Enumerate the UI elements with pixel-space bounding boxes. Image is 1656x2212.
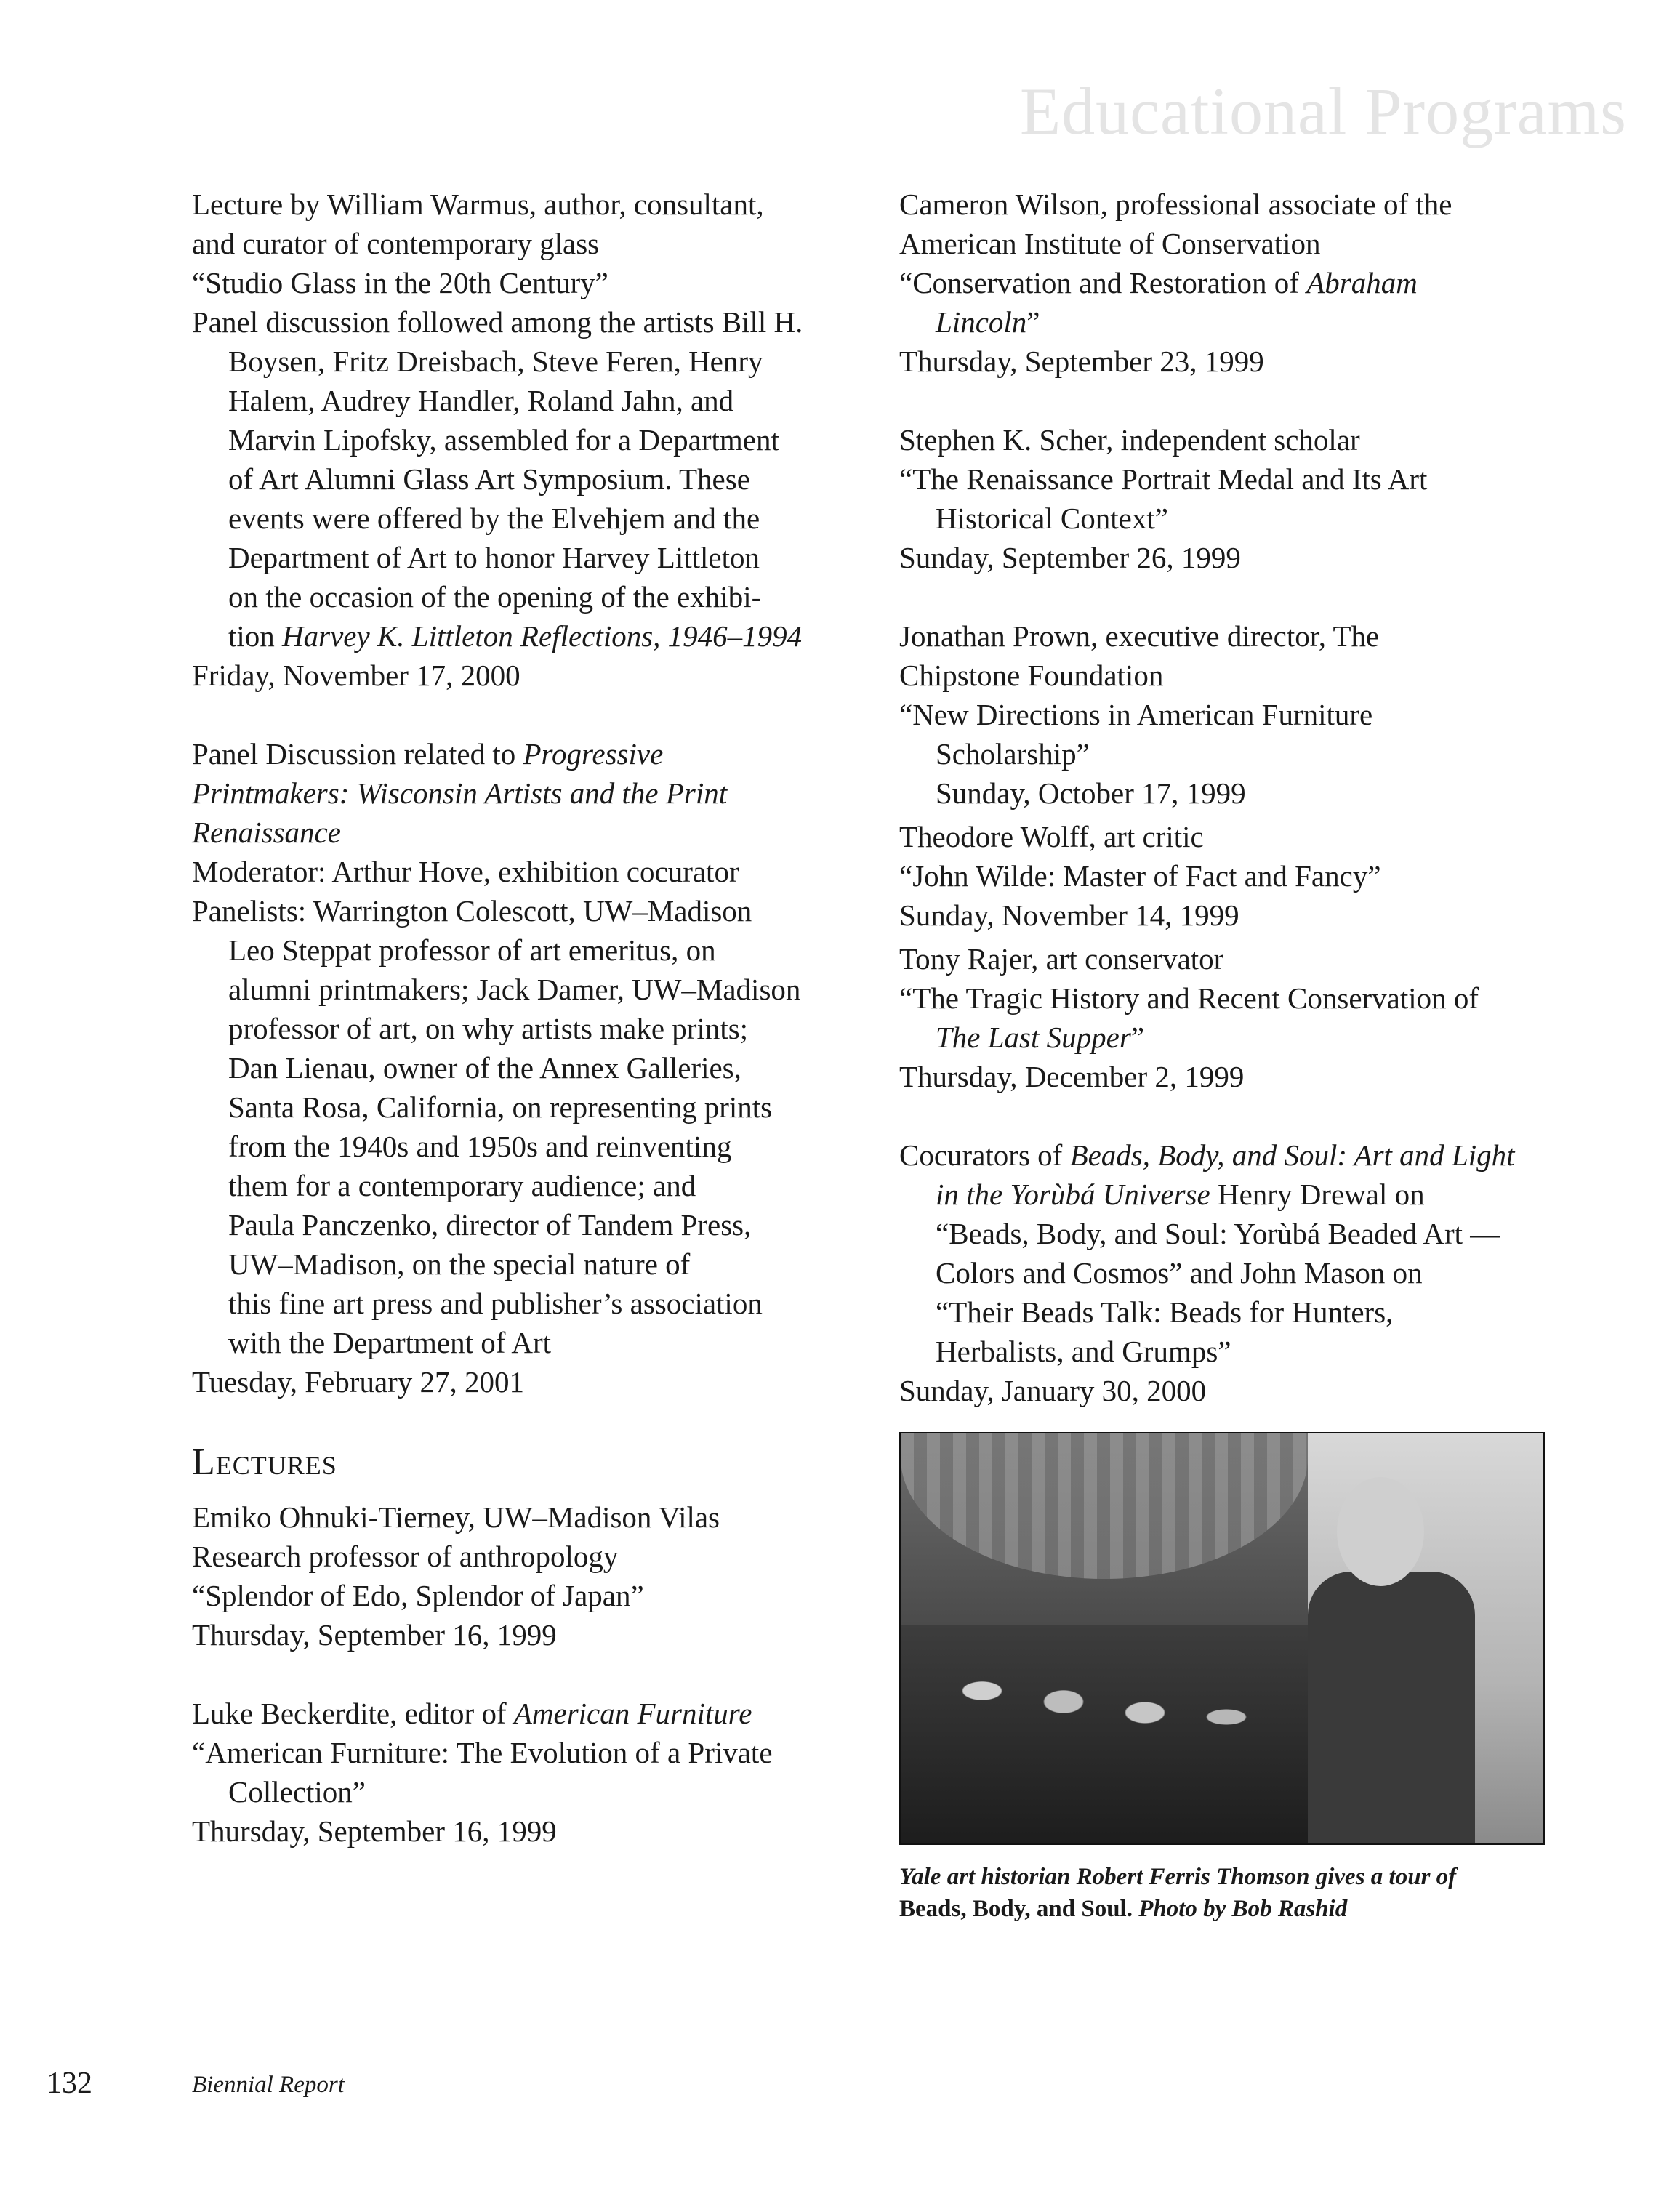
text-fragment: ” xyxy=(1026,305,1040,339)
event-date: Sunday, October 17, 1999 xyxy=(936,776,1246,810)
text-fragment: tion xyxy=(228,619,283,653)
text-line: Panelists: Warrington Colescott, UW–Madison xyxy=(192,894,752,928)
work-title: Lincoln xyxy=(936,305,1027,339)
entry-glass-lecture xyxy=(192,185,853,695)
text-fragment: Luke Beckerdite, editor of xyxy=(192,1697,514,1730)
text-fragment: Henry Drewal on xyxy=(1210,1178,1425,1211)
page-number: 132 xyxy=(47,2067,92,2100)
running-header: Educational Programs xyxy=(1019,74,1627,148)
caption-line xyxy=(899,1893,1553,1925)
entry-furniture-scholarship xyxy=(899,616,1553,813)
text-line: Department of Art to honor Harvey Littleton xyxy=(228,541,760,574)
entry-wilde-lecture xyxy=(899,817,1553,935)
text-line: Collection” xyxy=(228,1775,366,1809)
text-line: and curator of contemporary glass xyxy=(192,227,600,260)
text-line: Emiko Ohnuki-Tierney, UW–Madison Vilas xyxy=(192,1500,720,1534)
text-line: this fine art press and publisher’s association xyxy=(228,1287,763,1320)
text-line: Boysen, Fritz Dreisbach, Steve Feren, Henry xyxy=(228,345,763,378)
photo-caption xyxy=(899,1861,1553,1925)
entry-last-supper-lecture xyxy=(899,939,1553,1096)
text-line: Stephen K. Scher, independent scholar xyxy=(899,423,1360,457)
text-line: Scholarship” xyxy=(936,737,1090,771)
footer-title: Biennial Report xyxy=(192,2072,345,2098)
text-line: “John Wilde: Master of Fact and Fancy” xyxy=(899,859,1381,893)
caption-line: Yale art historian Robert Ferris Thomson gives a tour of xyxy=(899,1864,1457,1890)
text-line: Chipstone Foundation xyxy=(899,659,1164,692)
event-date: Sunday, September 26, 1999 xyxy=(899,541,1241,574)
text-line: Tony Rajer, art conservator xyxy=(899,942,1224,976)
lecture-photo xyxy=(899,1432,1545,1845)
work-title: The Last Supper xyxy=(936,1021,1131,1054)
text-line: Theodore Wolff, art critic xyxy=(899,820,1204,853)
text-line: from the 1940s and 1950s and reinventing xyxy=(228,1130,732,1163)
photo-credit: Photo by Bob Rashid xyxy=(1132,1896,1348,1922)
text-line: “Studio Glass in the 20th Century” xyxy=(192,266,608,299)
text-fragment: ” xyxy=(1130,1021,1145,1054)
photo-speaker-head xyxy=(1337,1477,1424,1586)
event-date: Thursday, September 16, 1999 xyxy=(192,1618,557,1652)
text-line xyxy=(899,1135,1553,1175)
text-line: events were offered by the Elvehjem and the xyxy=(228,502,760,535)
event-date: Friday, November 17, 2000 xyxy=(192,659,520,692)
text-line: Halem, Audrey Handler, Roland Jahn, and xyxy=(228,384,734,417)
event-date: Sunday, November 14, 1999 xyxy=(899,898,1239,932)
exhibition-title: Progressive xyxy=(523,737,664,771)
entry-edo-lecture xyxy=(192,1497,853,1654)
work-title: Abraham xyxy=(1306,266,1418,299)
text-line: Panel discussion followed among the artists Bill H. xyxy=(192,305,803,339)
entry-printmakers-panel xyxy=(192,734,853,1401)
text-line: Jonathan Prown, executive director, The xyxy=(899,619,1380,653)
event-date: Thursday, September 16, 1999 xyxy=(192,1814,557,1848)
text-line: on the occasion of the opening of the exhibi- xyxy=(228,580,762,614)
text-line: American Institute of Conservation xyxy=(899,227,1321,260)
text-line: Cameron Wilson, professional associate of the xyxy=(899,188,1452,221)
text-line: Lecture by William Warmus, author, consultant, xyxy=(192,188,764,221)
text-line: Historical Context” xyxy=(936,502,1168,535)
event-date: Sunday, January 30, 2000 xyxy=(899,1374,1207,1407)
text-line: Santa Rosa, California, on representing prints xyxy=(228,1090,773,1124)
publication-title: American Furniture xyxy=(513,1697,752,1730)
left-column xyxy=(192,185,853,1890)
entry-beads-lecture xyxy=(899,1135,1553,1410)
event-date: Thursday, December 2, 1999 xyxy=(899,1060,1245,1093)
text-fragment: Cocurators of xyxy=(899,1138,1070,1172)
text-line: Marvin Lipofsky, assembled for a Department xyxy=(228,423,779,457)
event-date: Thursday, September 23, 1999 xyxy=(899,345,1264,378)
exhibition-title: Beads, Body, and Soul: Art and Light xyxy=(1069,1138,1515,1172)
exhibition-title: Printmakers: Wisconsin Artists and the Print xyxy=(192,776,728,810)
photo-speaker-body xyxy=(1308,1572,1475,1845)
entry-lincoln-lecture xyxy=(899,185,1553,381)
text-line: “Splendor of Edo, Splendor of Japan” xyxy=(192,1579,644,1612)
text-line: Paula Panczenko, director of Tandem Press, xyxy=(228,1208,752,1242)
photo-audience xyxy=(901,1625,1308,1843)
exhibition-title: Harvey K. Littleton Reflections, 1946–1994 xyxy=(282,619,803,653)
exhibition-title: in the Yorùbá Universe xyxy=(936,1178,1210,1211)
section-heading-lectures: Lectures xyxy=(192,1441,337,1483)
text-line: with the Department of Art xyxy=(228,1326,552,1359)
photo-curtain xyxy=(901,1433,1308,1579)
text-line: “The Tragic History and Recent Conservation of xyxy=(899,981,1479,1015)
text-line: them for a contemporary audience; and xyxy=(228,1169,696,1202)
text-line: Herbalists, and Grumps” xyxy=(936,1335,1231,1368)
event-date: Tuesday, February 27, 2001 xyxy=(192,1365,525,1399)
text-fragment: Panel Discussion related to xyxy=(192,737,523,771)
text-line: “The Renaissance Portrait Medal and Its Art xyxy=(899,462,1428,496)
text-line xyxy=(899,1018,1553,1057)
entry-medal-lecture xyxy=(899,420,1553,577)
text-line: Dan Lienau, owner of the Annex Galleries, xyxy=(228,1051,741,1085)
text-line xyxy=(192,1694,853,1733)
text-line: “American Furniture: The Evolution of a Private xyxy=(192,1736,773,1769)
text-line xyxy=(899,302,1553,342)
entry-furniture-lecture xyxy=(192,1694,853,1851)
text-fragment: “Conservation and Restoration of xyxy=(899,266,1307,299)
text-line xyxy=(899,1175,1553,1214)
text-line: “Their Beads Talk: Beads for Hunters, xyxy=(936,1295,1394,1329)
text-line: “Beads, Body, and Soul: Yorùbá Beaded Art — xyxy=(936,1217,1500,1250)
text-line: “New Directions in American Furniture xyxy=(899,698,1373,731)
text-line xyxy=(899,263,1553,302)
text-line: UW–Madison, on the special nature of xyxy=(228,1247,691,1281)
caption-exhibition: Beads, Body, and Soul. xyxy=(899,1896,1133,1922)
text-line: Leo Steppat professor of art emeritus, on xyxy=(228,933,716,967)
text-line: Research professor of anthropology xyxy=(192,1540,619,1573)
text-line: of Art Alumni Glass Art Symposium. These xyxy=(228,462,750,496)
text-line: Colors and Cosmos” and John Mason on xyxy=(936,1256,1423,1290)
text-line xyxy=(192,616,853,656)
text-line xyxy=(192,734,853,773)
exhibition-title: Renaissance xyxy=(192,816,341,849)
text-line: alumni printmakers; Jack Damer, UW–Madison xyxy=(228,973,801,1006)
text-line: Moderator: Arthur Hove, exhibition cocurator xyxy=(192,855,739,888)
right-column xyxy=(899,185,1553,1925)
text-line: professor of art, on why artists make prints; xyxy=(228,1012,749,1045)
